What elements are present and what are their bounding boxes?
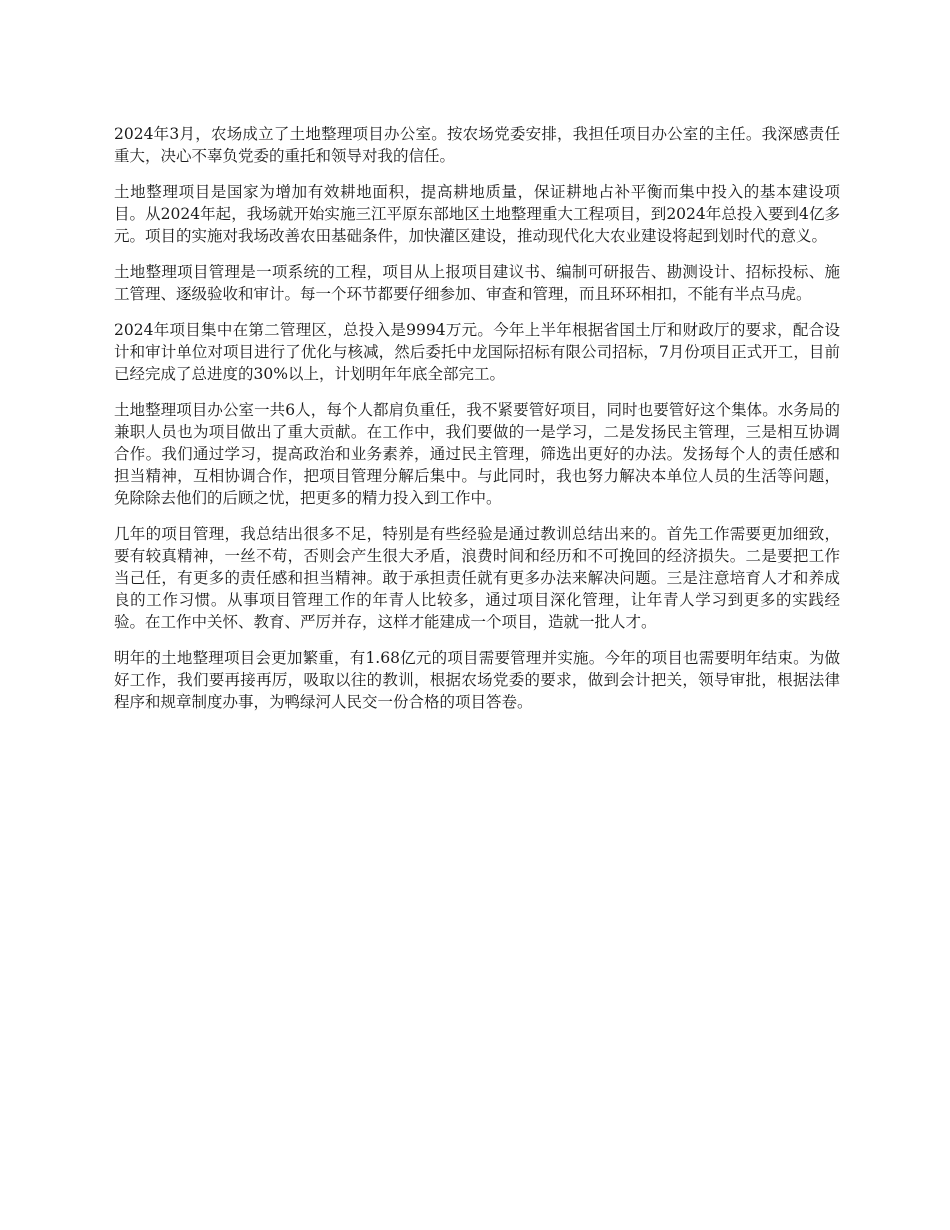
paragraph-6: 几年的项目管理，我总结出很多不足，特别是有些经验是通过教训总结出来的。首先工作需要更加细致，要有较真精神，一丝不苟，否则会产生很大矛盾，浪费时间和经历和不可挽回的经济损失。二是要把工作当己任，有更多的责任感和担当精神。敢于承担责任就有更多办法来解决问题。三是注意培育人才和养成良的工作习惯。从事项目管理工作的年青人比较多，通过项目深化管理，让年青人学习到更多的实践经验。在工作中关怀、教育、严厉并存，这样才能建成一个项目，造就一批人才。 bbox=[114, 525, 840, 631]
paragraph-2: 土地整理项目是国家为增加有效耕地面积，提高耕地质量，保证耕地占补平衡而集中投入的基本建设项目。从2024年起，我场就开始实施三江平原东部地区土地整理重大工程项目，到2024年总投入要到4亿多元。项目的实施对我场改善农田基础条件，加快灌区建设，推动现代化大农业建设将起到划时代的意义。 bbox=[114, 183, 840, 245]
paragraph-4: 2024年项目集中在第二管理区，总投入是9994万元。今年上半年根据省国土厅和财政厅的要求，配合设计和审计单位对项目进行了优化与核减，然后委托中龙国际招标有限公司招标，7月份项目正式开工，目前已经完成了总进度的30%以上，计划明年年底全部完工。 bbox=[114, 321, 840, 383]
paragraph-5: 土地整理项目办公室一共6人，每个人都肩负重任，我不紧要管好项目，同时也要管好这个集体。水务局的兼职人员也为项目做出了重大贡献。在工作中，我们要做的一是学习，二是发扬民主管理，三是相互协调合作。我们通过学习，提高政治和业务素养，通过民主管理，筛选出更好的办法。发扬每个人的责任感和担当精神，互相协调合作，把项目管理分解后集中。与此同时，我也努力解决本单位人员的生活等问题，免除除去他们的后顾之忧，把更多的精力投入到工作中。 bbox=[114, 401, 840, 507]
paragraph-3: 土地整理项目管理是一项系统的工程，项目从上报项目建议书、编制可研报告、勘测设计、招标投标、施工管理、逐级验收和审计。每一个环节都要仔细参加、审查和管理，而且环环相扣，不能有半点马虎。 bbox=[114, 263, 840, 303]
paragraph-7: 明年的土地整理项目会更加繁重，有1.68亿元的项目需要管理并实施。今年的项目也需要明年结束。为做好工作，我们要再接再厉，吸取以往的教训，根据农场党委的要求，做到会计把关，领导审批，根据法律程序和规章制度办事，为鸭绿河人民交一份合格的项目答卷。 bbox=[114, 649, 840, 711]
paragraph-1: 2024年3月，农场成立了土地整理项目办公室。按农场党委安排，我担任项目办公室的主任。我深感责任重大，决心不辜负党委的重托和领导对我的信任。 bbox=[114, 125, 840, 165]
